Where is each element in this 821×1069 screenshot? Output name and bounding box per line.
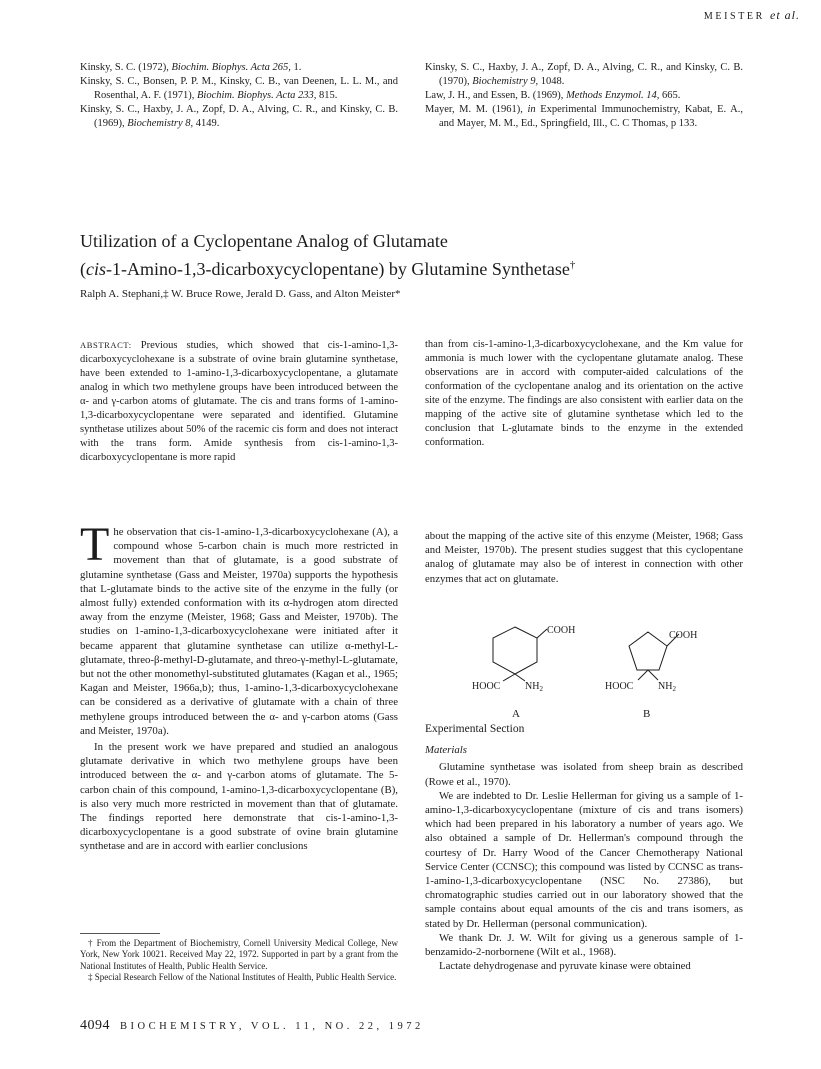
dagger-mark: † bbox=[569, 259, 576, 271]
article-title bbox=[80, 229, 740, 281]
footnote-fellowship: ‡ Special Research Fellow of the National Institutes of Health, Public Health Service. bbox=[88, 972, 397, 983]
section-heading: Experimental Section bbox=[425, 723, 525, 735]
subsection-heading: Materials bbox=[425, 744, 467, 757]
abstract-right: than from cis-1-amino-1,3-dicarboxycyclohexane, and the Km value for ammonia is much lower with the cyclopentane glutamate analog. These observations are in accord with computer-aided calculations of the conformation of the cyclopentane analog and its orientation on the active site of the enzyme. The findings are also consistent with earlier data on the mapping of the active site of glutamine synthetase which led to the conclusion that L-glutamate binds to the enzyme in the extended conformation. bbox=[425, 339, 743, 448]
reference-item: Kinsky, S. C., Haxby, J. A., Zopf, D. A., Alving, C. R., and Kinsky, C. B. (1969), Biochemistry 8, 4149. bbox=[80, 104, 398, 129]
body-paragraph: We thank Dr. J. W. Wilt for giving us a generous sample of 1-benzamido-2-norbornene (Wilt et al., 1968). bbox=[425, 931, 743, 959]
drop-cap: T bbox=[80, 518, 110, 571]
structure-a bbox=[493, 627, 547, 681]
reference-item: Kinsky, S. C., Haxby, J. A., Zopf, D. A., Alving, C. R., and Kinsky, C. B. (1970), Biochemistry 9, 1048. bbox=[425, 62, 743, 87]
cooh-label-a: COOH bbox=[547, 625, 576, 636]
running-head bbox=[640, 8, 800, 23]
running-head-authors: MEISTER bbox=[703, 11, 765, 22]
footnote-affiliation: † From the Department of Biochemistry, Cornell University Medical College, New York, New York 10021. Received May 22, 1972. Supported in part by a grant from the National Institutes of Health, Public Health Service. bbox=[80, 938, 398, 971]
page-footer bbox=[80, 1018, 424, 1034]
references-left-column bbox=[80, 61, 398, 131]
reference-item: Law, J. H., and Essen, B. (1969), Methods Enzymol. 14, 665. bbox=[425, 90, 681, 101]
intro-paragraph: The observation that cis-1-amino-1,3-dicarboxycyclohexane (A), a compound whose 5-carbon chain is much more restricted in movement than that of glutamate, is a good substrate of glutamine synthetase (Gass and Meister, 1970a) supports the hypothesis that L-glutamate binds to the active site of the enzyme in the fully (or almost fully) extended conformation with its α-hydrogen atom directed away from the enzyme (Meister, 1968; Gass and Meister, 1970b). The studies on 1-amino-1,3-dicarboxycyclohexane were initiated after it became apparent that glutamine synthetase can utilize α-methyl-L-glutamate, threo-β-methyl-D-glutamate, and threo-γ-methyl-L-glutamate, but not the other monomethyl-substituted glutamates (Kagan et al., 1965; Kagan and Meister, 1966a,b); thus, 1-amino-1,3-dicarboxycyclohexane can be considered as a derivative of glutamate with a chain of three methylene groups introduced between the α- and γ-carbon atoms (Gass and Meister, 1970a). bbox=[80, 518, 398, 737]
body-left-column bbox=[80, 518, 398, 854]
body-paragraph: about the mapping of the active site of this enzyme (Meister, 1968; Gass and Meister, 1970b). The present studies suggest that this cyclopentane analog of glutamate may also be of interest in connection with other enzymes that act on glutamate. bbox=[425, 530, 743, 585]
reference-item: Mayer, M. M. (1961), in Experimental Immunochemistry, Kabat, E. A., and Mayer, M. M., Ed., Springfield, Ill., C. C Thomas, p 133. bbox=[425, 104, 744, 129]
running-head-etal: et al. bbox=[770, 8, 800, 22]
reference-item: Kinsky, S. C., Bonsen, P. P. M., Kinsky, C. B., van Deenen, L. L. M., and Rosenthal, A. F. (1971), Biochim. Biophys. Acta 233, 815. bbox=[80, 76, 398, 101]
journal-citation: BIOCHEMISTRY, VOL. 11, NO. 22, 1972 bbox=[120, 1021, 424, 1032]
body-paragraph: In the present work we have prepared and studied an analogous glutamate derivative in which two methylene groups have been introduced between the α- and γ-carbon atoms of glutamate. The 5-carbon chain of this compound, 1-amino-1,3-dicarboxycyclopentane (B), is also very much more restricted in movement than that of glutamate. The findings reported here demonstrate that cis-1-amino-1,3-dicarboxycyclopentane is a good substrate of ovine brain glutamine synthetase and are in accord with earlier conclusions bbox=[80, 741, 398, 853]
abstract-label: ABSTRACT: bbox=[80, 340, 132, 350]
hooc-label-b: HOOC bbox=[605, 681, 634, 692]
body-paragraph: Glutamine synthetase was isolated from sheep brain as described (Rowe et al., 1970). bbox=[425, 761, 743, 788]
author-list: Ralph A. Stephani,‡ W. Bruce Rowe, Jerald D. Gass, and Alton Meister* bbox=[80, 288, 401, 300]
abstract-text-left: Previous studies, which showed that cis-1-amino-1,3-dicarboxycyclohexane is a substrate of ovine brain glutamine synthetase, have been extended to 1-amino-1,3-dicarboxycyclopentane, a glutamate analog in which two methylene groups have been introduced between the α- and γ-carbon atoms of glutamate. The cis and trans forms of 1-amino-1,3-dicarboxycyclopentane were separated and identified. Glutamine synthetase utilizes about 50% of the racemic cis form and does not interact with the trans form. Amide synthesis from cis-1-amino-1,3-dicarboxycyclopentane is more rapid bbox=[80, 340, 399, 463]
reference-item: Kinsky, S. C. (1972), Biochim. Biophys. Acta 265, 1. bbox=[80, 62, 302, 73]
title-line-2: (cis-1-Amino-1,3-dicarboxycyclopentane) by Glutamine Synthetase† bbox=[80, 259, 576, 279]
footnote-rule bbox=[80, 933, 160, 934]
structure-a-label: A bbox=[512, 708, 520, 720]
cooh-label-b: COOH bbox=[669, 630, 698, 641]
nh2-label-a: $NH_2$ bbox=[525, 681, 543, 693]
structure-b-label: B bbox=[643, 708, 651, 720]
experimental-section bbox=[425, 722, 743, 973]
body-paragraph: Lactate dehydrogenase and pyruvate kinase were obtained bbox=[439, 960, 691, 973]
title-line-1: Utilization of a Cyclopentane Analog of Glutamate bbox=[80, 231, 448, 251]
chemical-structures bbox=[455, 612, 745, 722]
abstract-left bbox=[80, 338, 398, 465]
references-right-column bbox=[425, 61, 743, 131]
nh2-label-b: $NH_2$ bbox=[658, 681, 676, 693]
footnotes bbox=[80, 938, 398, 984]
hooc-label-a: HOOC bbox=[472, 681, 501, 692]
body-right-column bbox=[425, 529, 743, 586]
body-paragraph: We are indebted to Dr. Leslie Hellerman for giving us a sample of 1-amino-1,3-dicarboxycyclopentane (mixture of cis and trans isomers) which had been prepared in his laboratory a number of years ago. We also obtained a sample of Dr. Hellerman's compound through the courtesy of Dr. Harry Wood of the Cancer Chemotherapy National Service Center (CCNSC); this compound was listed by CCNSC as trans-1-amino-1,3-dicarboxycyclopentane (NSC No. 27386), but chromatographic studies carried out in our laboratory showed that the sample contains about equal amounts of the cis and trans isomers, as stated by Dr. Hellerman (personal communication). bbox=[425, 789, 743, 930]
page-number: 4094 bbox=[80, 1018, 110, 1033]
